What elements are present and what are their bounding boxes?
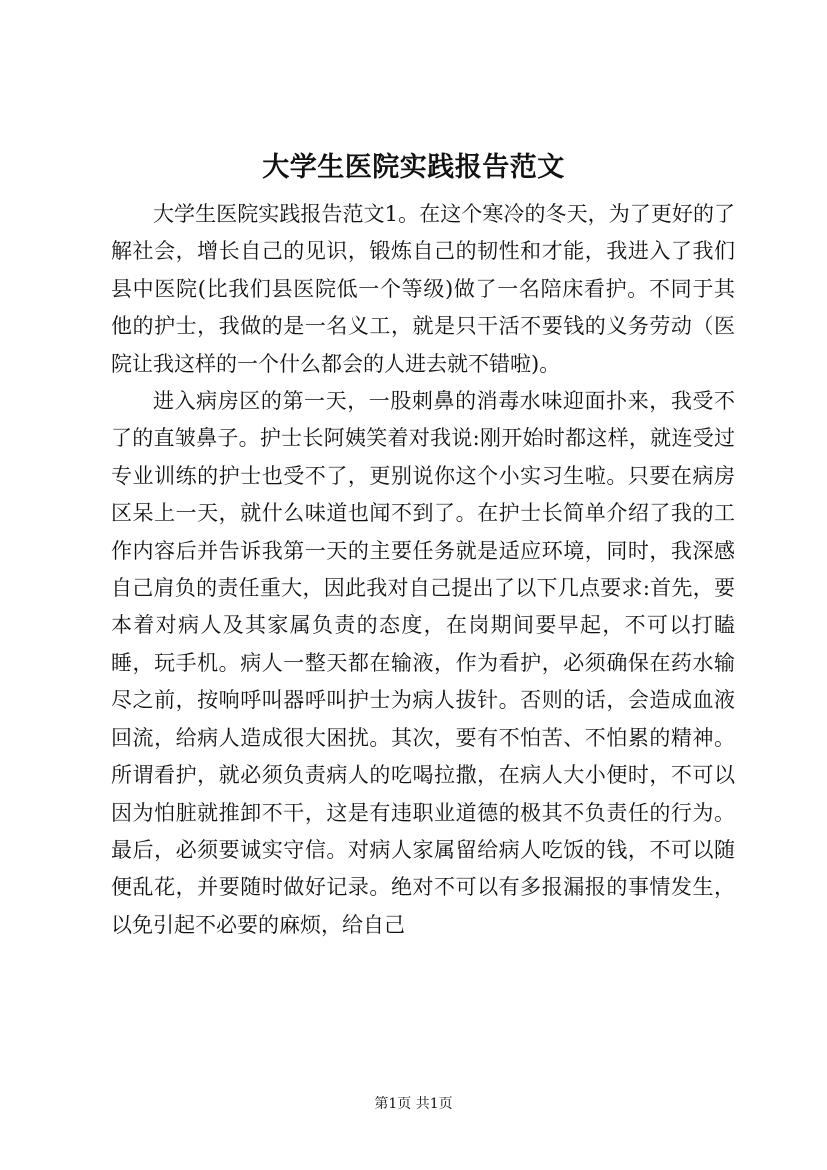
paragraph-1: 大学生医院实践报告范文1。在这个寒冷的冬天，为了更好的了解社会，增长自己的见识，锻炼自己的韧性和才能，我进入了我们县中医院(比我们县医院低一个等级)做了一名陪床看护。不同于其他的护士，我做的是一名义工，就是只干活不要钱的义务劳动（医院让我这样的一个什么都会的人进去就不错啦)。 bbox=[111, 202, 735, 376]
document-title: 大学生医院实践报告范文 bbox=[262, 152, 565, 183]
document-body bbox=[111, 196, 735, 944]
paragraph-2: 进入病房区的第一天，一股刺鼻的消毒水味迎面扑来，我受不了的直皱鼻子。护士长阿姨笑着对我说:刚开始时都这样，就连受过专业训练的护士也受不了，更别说你这个小实习生啦。只要在病房区呆上一天，就什么味道也闻不到了。在护士长简单介绍了我的工作内容后并告诉我第一天的主要任务就是适应环境，同时，我深感自己肩负的责任重大，因此我对自己提出了以下几点要求:首先，要本着对病人及其家属负责的态度，在岗期间要早起，不可以打瞌睡，玩手机。病人一整天都在输液，作为看护，必须确保在药水输尽之前，按响呼叫器呼叫护士为病人拔针。否则的话，会造成血液回流，给病人造成很大困扰。其次，要有不怕苦、不怕累的精神。所谓看护，就必须负责病人的吃喝拉撒，在病人大小便时，不可以因为怕脏就推卸不干，这是有违职业道德的极其不负责任的行为。最后，必须要诚实守信。对病人家属留给病人吃饭的钱，不可以随便乱花，并要随时做好记录。绝对不可以有多报漏报的事情发生，以免引起不必要的麻烦，给自己 bbox=[111, 389, 735, 937]
page-number-footer: 第1页 共1页 bbox=[374, 1096, 453, 1112]
